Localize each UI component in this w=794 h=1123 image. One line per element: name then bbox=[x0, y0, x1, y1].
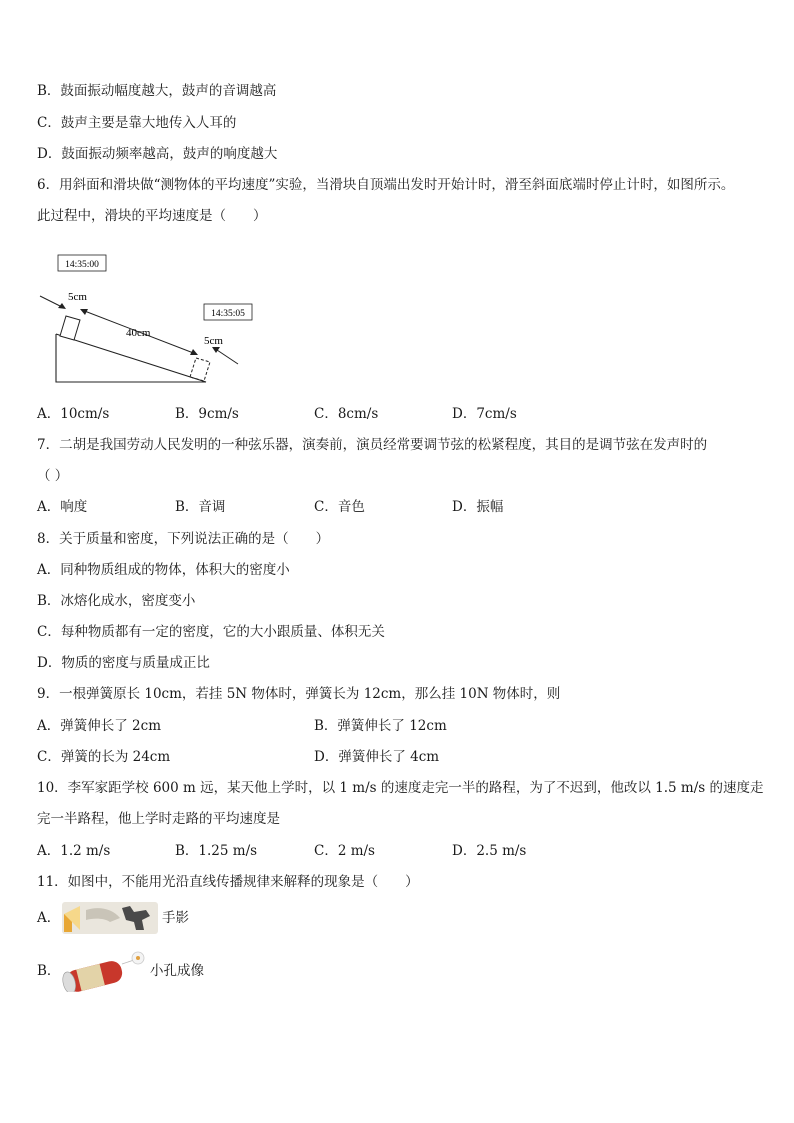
q10-stem-line2: 完一半路程，他上学时走路的平均速度是 bbox=[37, 811, 280, 827]
q10-option-d: D．2.5 m/s bbox=[452, 843, 527, 859]
q11-option-a-caption: 手影 bbox=[162, 910, 189, 926]
pinhole-camera-image bbox=[60, 950, 148, 992]
incline-shape bbox=[56, 334, 206, 382]
len-slope-label: 40cm bbox=[126, 327, 151, 339]
q11-option-a-letter: A． bbox=[37, 910, 61, 926]
q11-option-b-caption: 小孔成像 bbox=[150, 963, 204, 979]
q7-option-d: D．振幅 bbox=[452, 499, 504, 515]
q8-option-d: D．物质的密度与质量成正比 bbox=[37, 655, 210, 671]
q6-stem-line1: 6．用斜面和滑块做“测物体的平均速度”实验，当滑块自顶端出发时开始计时，滑至斜面底端时停止计时，如图所示。 bbox=[37, 177, 735, 193]
q9-option-d: D．弹簧伸长了 4cm bbox=[314, 749, 440, 765]
q9-stem: 9．一根弹簧原长 10cm，若挂 5N 物体时，弹簧长为 12cm，那么挂 10N 物体时，则 bbox=[37, 686, 561, 702]
q7-option-b: B．音调 bbox=[175, 499, 226, 515]
q10-option-a: A．1.2 m/s bbox=[37, 843, 111, 859]
q8-stem: 8．关于质量和密度，下列说法正确的是（ ） bbox=[37, 531, 330, 547]
hand-shadow-image bbox=[60, 900, 160, 936]
q8-option-b: B．冰熔化成水，密度变小 bbox=[37, 593, 196, 609]
q6-option-c: C．8cm/s bbox=[314, 406, 379, 422]
clock-end-label: 14:35:05 bbox=[211, 309, 245, 319]
q10-option-c: C．2 m/s bbox=[314, 843, 375, 859]
q7-stem-line1: 7．二胡是我国劳动人民发明的一种弦乐器，演奏前，演员经常要调节弦的松紧程度，其目的是调节弦在发声时的 bbox=[37, 437, 708, 453]
q7-option-c: C．音色 bbox=[314, 499, 365, 515]
q7-option-a: A．响度 bbox=[37, 499, 88, 515]
q6-stem-line2: 此过程中，滑块的平均速度是（ ） bbox=[37, 208, 267, 224]
q7-stem-line2: （ ） bbox=[37, 468, 69, 484]
q5-option-c: C．鼓声主要是靠大地传入人耳的 bbox=[37, 115, 237, 131]
q11-option-b-letter: B． bbox=[37, 963, 61, 979]
q6-option-b: B．9cm/s bbox=[175, 406, 239, 422]
q6-incline-diagram bbox=[36, 250, 256, 390]
q10-option-b: B．1.25 m/s bbox=[175, 843, 258, 859]
len-top-label: 5cm bbox=[68, 291, 87, 303]
q6-option-d: D．7cm/s bbox=[452, 406, 517, 422]
clock-start-label: 14:35:00 bbox=[65, 260, 99, 270]
q9-option-c: C．弹簧的长为 24cm bbox=[37, 749, 171, 765]
q8-option-a: A．同种物质组成的物体，体积大的密度小 bbox=[37, 562, 290, 578]
q11-stem: 11．如图中，不能用光沿直线传播规律来解释的现象是（ ） bbox=[37, 874, 419, 890]
q8-option-c: C．每种物质都有一定的密度，它的大小跟质量、体积无关 bbox=[37, 624, 385, 640]
q10-stem-line1: 10．李军家距学校 600 m 远，某天他上学时，以 1 m/s 的速度走完一半的路程，为了不迟到，他改以 1.5 m/s 的速度走 bbox=[37, 780, 764, 796]
slider-top bbox=[60, 316, 80, 340]
q5-option-d: D．鼓面振动频率越高，鼓声的响度越大 bbox=[37, 146, 278, 162]
q9-option-b: B．弹簧伸长了 12cm bbox=[314, 718, 447, 734]
q5-option-b: B．鼓面振动幅度越大，鼓声的音调越高 bbox=[37, 83, 277, 99]
q9-option-a: A．弹簧伸长了 2cm bbox=[37, 718, 161, 734]
q6-option-a: A．10cm/s bbox=[37, 406, 110, 422]
slider-bottom bbox=[190, 358, 210, 381]
len-bottom-label: 5cm bbox=[204, 335, 223, 347]
